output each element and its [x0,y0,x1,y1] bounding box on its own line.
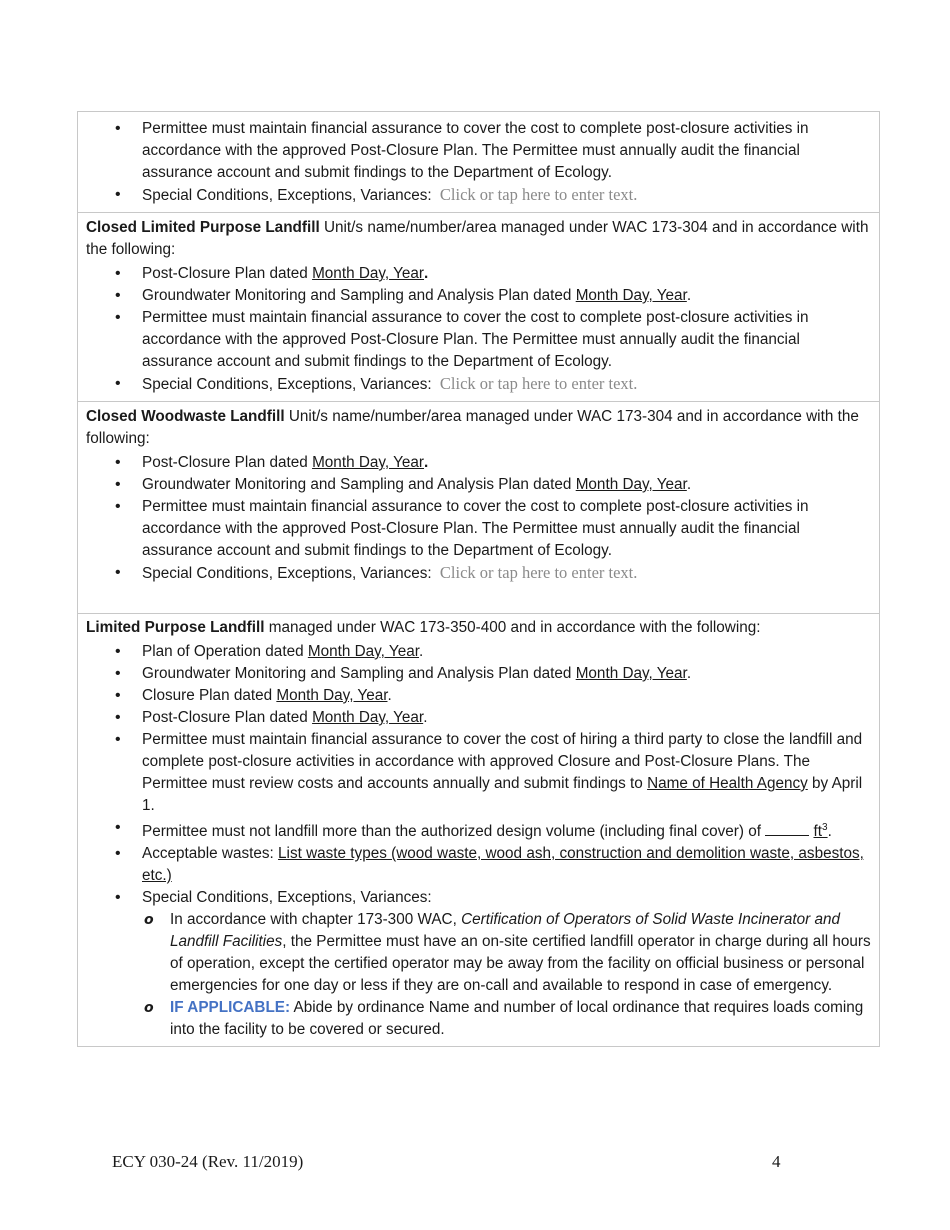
text-entry-field[interactable]: Click or tap here to enter text. [439,185,638,204]
bullet-list [86,263,871,396]
bullet-list [86,452,871,585]
financial-assurance-item: • Permittee must maintain financial assurance to cover the cost of hiring a third party to close the landfill and complete post-closure activities in accordance with approved Closure and Post-Closure Plans. The Permittee must review costs and accounts annually and submit findings to Name of Health Agency by April 1. [86,729,871,817]
form-id: ECY 030-24 (Rev. 11/2019) [112,1152,304,1171]
design-volume-item: • Permittee must not landfill more than the authorized design volume (including final cover) of $ft^3$. [86,817,871,843]
date-field[interactable]: Month Day, Year [307,643,419,660]
acceptable-wastes-item: • Acceptable wastes: List waste types (wood waste, wood ash, construction and demolition waste, asbestos, etc.) [86,843,871,887]
date-field[interactable]: Month Day, Year [575,287,687,304]
closed-woodwaste-landfill-cell [78,402,879,614]
groundwater-plan-item: • Groundwater Monitoring and Sampling and Analysis Plan dated Month Day, Year. [86,663,871,685]
sub-bullet-list [142,909,871,1041]
special-conditions-item: • Special Conditions, Exceptions, Variances: Click or tap here to enter text. [86,373,871,396]
text-entry-field[interactable]: Click or tap here to enter text. [439,374,638,393]
operator-certification-item: o In accordance with chapter 173-300 WAC, Certification of Operators of Solid Waste Incinerator and Landfill Facilities, the Permittee must have an on-site certified landfill operator in charge during all hours of operation, except the certified operator may be away from the facility on official business or personal emergencies for one day or less if they are on-call and available to respond in case of emergency. [142,909,871,997]
date-field[interactable]: Month Day, Year [312,454,425,471]
section-heading: Closed Woodwaste Landfill Unit/s name/number/area managed under WAC 173-304 and in accordance with the following: [86,408,859,447]
closure-plan-item: • Closure Plan dated Month Day, Year. [86,685,871,707]
date-field[interactable]: Month Day, Year [575,665,687,682]
groundwater-plan-item: • Groundwater Monitoring and Sampling and Analysis Plan dated Month Day, Year. [86,474,871,496]
post-closure-plan-item: • Post-Closure Plan dated Month Day, Year. [86,707,871,729]
text-entry-field[interactable]: Click or tap here to enter text. [439,563,638,582]
post-closure-plan-item: • Post-Closure Plan dated Month Day, Year. [86,452,871,474]
bullet-list [86,641,871,1041]
ordinance-item: o IF APPLICABLE: Abide by ordinance Name and number of local ordinance that requires loads coming into the facility to be covered or secured. [142,997,871,1041]
permit-conditions-table [77,111,880,1047]
date-field[interactable]: Month Day, Year [575,476,687,493]
date-field[interactable]: Month Day, Year [312,265,425,282]
post-closure-plan-item: • Post-Closure Plan dated Month Day, Year. [86,263,871,285]
special-conditions-item: • Special Conditions, Exceptions, Variances: Click or tap here to enter text. [86,562,871,585]
groundwater-plan-item: • Groundwater Monitoring and Sampling and Analysis Plan dated Month Day, Year. [86,285,871,307]
if-applicable-label: IF APPLICABLE: [170,999,291,1017]
waste-types-field[interactable]: List waste types (wood waste, wood ash, construction and demolition waste, asbestos, etc.) [142,845,864,885]
continued-section-cell [78,112,879,213]
section-title: Limited Purpose Landfill [86,619,265,636]
bullet-list [86,118,871,207]
financial-assurance-item: • Permittee must maintain financial assurance to cover the cost to complete post-closure activities in accordance with the approved Post-Closure Plan. The Permittee must annually audit the financial assurance account and submit findings to the Department of Ecology. [86,496,871,562]
health-agency-field[interactable]: Name of Health Agency [647,775,808,792]
section-title: Closed Woodwaste Landfill [86,408,285,425]
section-heading: Closed Limited Purpose Landfill Unit/s name/number/area managed under WAC 173-304 and in accordance with the following: [86,219,869,258]
date-field[interactable]: Month Day, Year [276,687,388,704]
special-conditions-item: • Special Conditions, Exceptions, Variances: Click or tap here to enter text. [86,184,871,207]
section-title: Closed Limited Purpose Landfill [86,219,320,236]
section-heading: Limited Purpose Landfill managed under WAC 173-350-400 and in accordance with the following: [86,619,761,636]
plan-of-operation-item: • Plan of Operation dated Month Day, Year. [86,641,871,663]
closed-limited-purpose-landfill-cell [78,213,879,402]
date-field[interactable]: Month Day, Year [312,709,424,726]
volume-blank-field[interactable] [765,821,809,836]
page-number: 4 [772,1152,781,1171]
financial-assurance-item: • Permittee must maintain financial assurance to cover the cost to complete post-closure activities in accordance with the approved Post-Closure Plan. The Permittee must annually audit the financial assurance account and submit findings to the Department of Ecology. [86,118,871,184]
limited-purpose-landfill-cell [78,614,879,1046]
financial-assurance-item: • Permittee must maintain financial assurance to cover the cost to complete post-closure activities in accordance with the approved Post-Closure Plan. The Permittee must annually audit the financial assurance account and submit findings to the Department of Ecology. [86,307,871,373]
volume-unit: $ft^3$ [813,822,828,841]
special-conditions-item: • Special Conditions, Exceptions, Variances: o In accordance with chapter 173-300 WAC, Certification of Operators of Solid Waste Incinerator and Landfill Facilities, the Permittee must have an on-site certified landfill operator in charge during all hours of operation, except the certified operator may be away from the facility on official business or personal emergencies for one day or less if they are on-call and available to respond in case of emergency. o IF APPLICABLE: Abide by ordinance Name and number of local ordinance that requires loads coming into the facility to be covered or secured. [86,887,871,1041]
